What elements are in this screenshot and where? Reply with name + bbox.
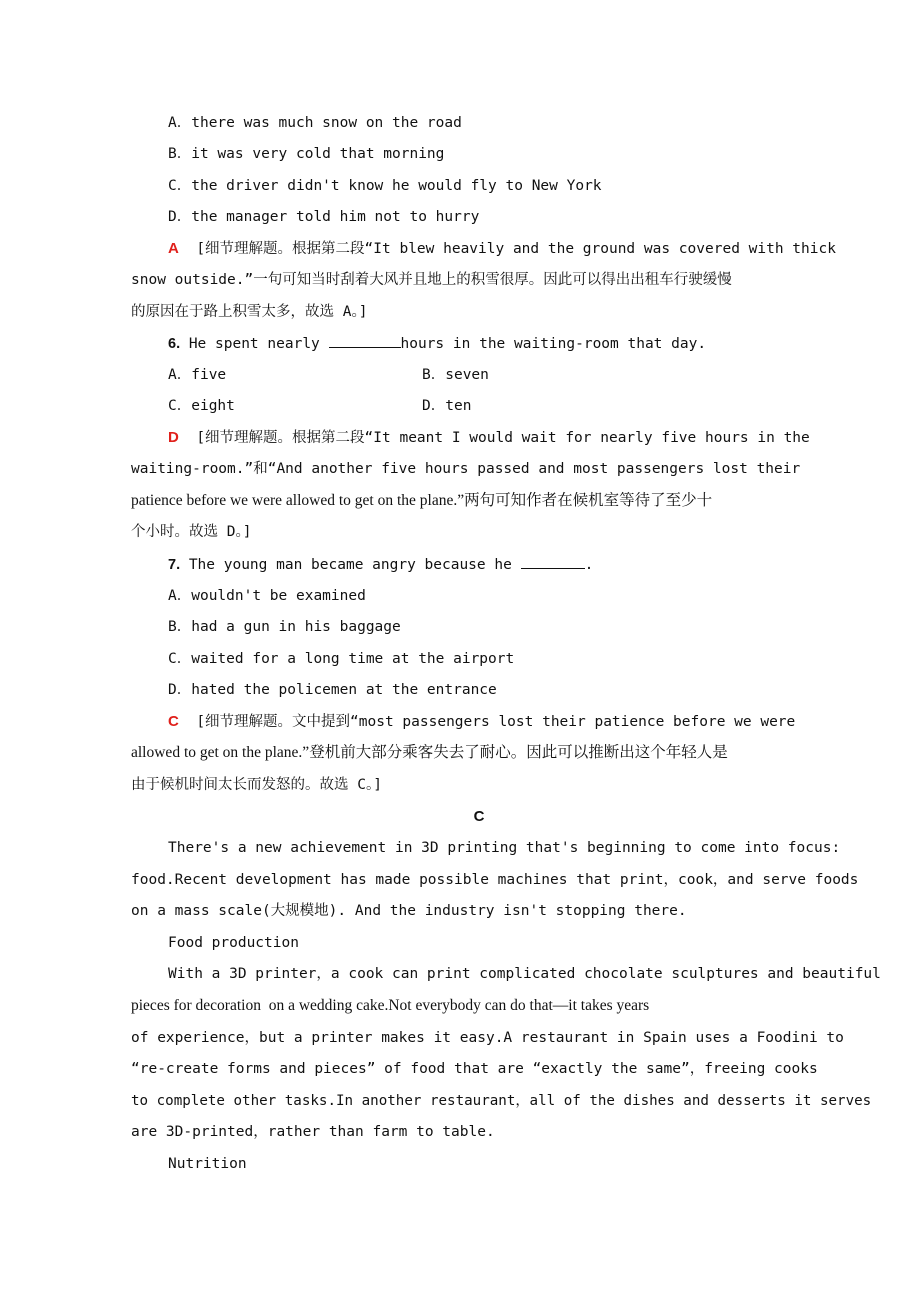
passage-c-heading: C — [473, 808, 485, 825]
q7-stem-after: . — [584, 557, 594, 573]
q5-answer-letter: A — [168, 240, 179, 257]
q5-explanation-3: 的原因在于路上积雪太多，故选 A。] — [131, 304, 368, 320]
passage-intro-3: on a mass scale(大规模地). And the industry isn't stopping there. — [131, 903, 687, 919]
q6-stem-before: He spent nearly — [188, 336, 329, 352]
q6-stem — [168, 333, 706, 354]
q6-explanation-2: waiting-room.”和“And another five hours passed and most passengers lost their — [131, 461, 801, 477]
q5-option-d: D．the manager told him not to hurry — [168, 209, 480, 225]
q5-option-c: C．the driver didn't know he would fly to New York — [168, 178, 602, 194]
q6-option-d: D．ten — [422, 398, 472, 414]
q6-number: 6. — [168, 336, 181, 352]
q6-option-c: C．eight — [168, 398, 235, 414]
q6-option-b: B．seven — [422, 367, 489, 383]
q7-stem — [168, 554, 593, 575]
q7-blank — [521, 554, 585, 569]
q6-stem-after: hours in the waiting-room that day. — [400, 336, 707, 352]
q6-explanation-1: [细节理解题。根据第二段“It meant I would wait for nearly five hours in the — [196, 430, 810, 446]
q7-explanation-3: 由于候机时间太长而发怒的。故选 C。] — [131, 777, 382, 793]
q5-option-b: B．it was very cold that morning — [168, 146, 445, 162]
q5-option-a: A．there was much snow on the road — [168, 115, 462, 131]
q5-answer-line — [168, 239, 836, 259]
passage-intro-2: food.Recent development has made possible machines that print，cook，and serve foods — [131, 872, 859, 888]
q6-answer-line — [168, 428, 810, 448]
q7-option-b: B．had a gun in his baggage — [168, 619, 401, 635]
section-title-nutrition: Nutrition — [168, 1156, 247, 1172]
q7-option-d: D．hated the policemen at the entrance — [168, 682, 497, 698]
q7-stem-before: The young man became angry because he — [188, 557, 521, 573]
q7-answer-letter: C — [168, 713, 179, 730]
section1-line-3: of experience，but a printer makes it easy.A restaurant in Spain uses a Foodini to — [131, 1030, 844, 1046]
q7-answer-line — [168, 712, 795, 732]
q7-explanation-2: allowed to get on the plane.”登机前大部分乘客失去了耐心。因此可以推断出这个年轻人是 — [131, 744, 728, 761]
q6-blank — [329, 333, 401, 348]
section-title-food-production: Food production — [168, 935, 299, 951]
section1-line-2: pieces for decoration on a wedding cake.Not everybody can do that—it takes years — [131, 997, 650, 1014]
q5-explanation-2: snow outside.”一句可知当时刮着大风并且地上的积雪很厚。因此可以得出出租车行驶缓慢 — [131, 272, 732, 288]
q6-explanation-3: patience before we were allowed to get on the plane.”两句可知作者在候机室等待了至少十 — [131, 492, 713, 509]
section1-line-6: are 3D-printed，rather than farm to table. — [131, 1124, 495, 1140]
section1-line-1: With a 3D printer，a cook can print complicated chocolate sculptures and beautiful — [168, 966, 881, 982]
q7-number: 7. — [168, 557, 181, 573]
q6-option-a: A．five — [168, 367, 227, 383]
section1-line-4: “re-create forms and pieces” of food that are “exactly the same”，freeing cooks — [131, 1061, 818, 1077]
q7-option-a: A．wouldn't be examined — [168, 588, 366, 604]
q5-explanation-1: [细节理解题。根据第二段“It blew heavily and the ground was covered with thick — [196, 241, 836, 257]
q7-option-c: C．waited for a long time at the airport — [168, 651, 515, 667]
q6-answer-letter: D — [168, 429, 179, 446]
q6-explanation-4: 个小时。故选 D。] — [131, 524, 252, 540]
section1-line-5: to complete other tasks.In another restaurant，all of the dishes and desserts it serves — [131, 1093, 872, 1109]
q7-explanation-1: [细节理解题。文中提到“most passengers lost their patience before we were — [196, 714, 796, 730]
passage-intro-1: There's a new achievement in 3D printing that's beginning to come into focus: — [168, 840, 841, 856]
